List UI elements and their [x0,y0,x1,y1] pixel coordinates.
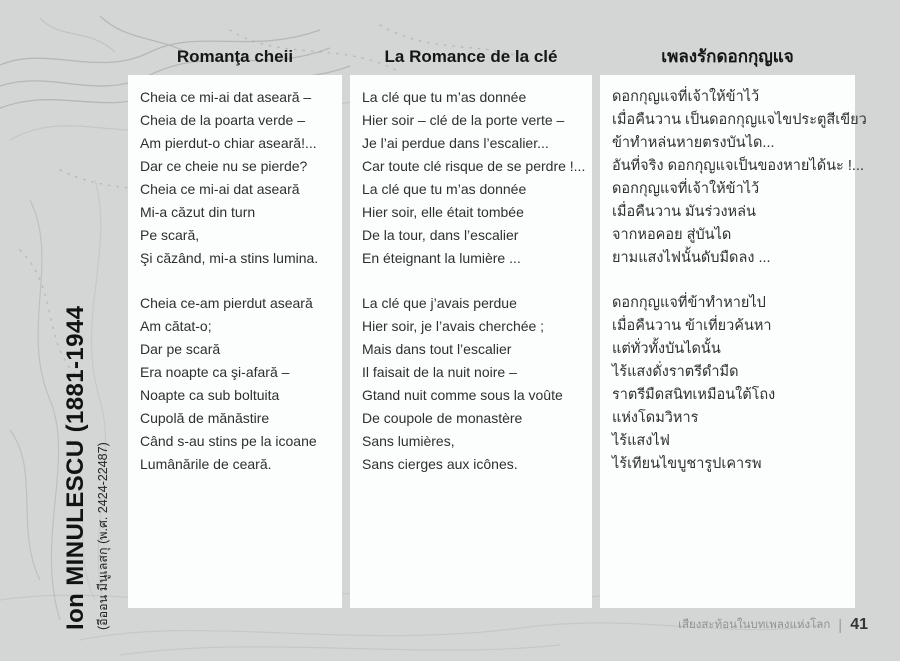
poem-column-french [350,75,592,608]
poem-line: La clé que j’avais perdue [362,295,517,311]
author-name-thai: (อีออน มีนูเลสกุ (พ.ศ. 2424-22487) [96,442,110,630]
poem-line: Cheia ce-am pierdut aseară [140,295,313,311]
poem-line: ดอกกุญแจที่ข้าทำหายไป [612,295,766,311]
poem-line: ราตรีมืดสนิทเหมือนใต้โถง [612,387,776,403]
poem-line: ไร้แสงดั่งราตรีดำมืด [612,364,739,380]
poem-line: ยามแสงไฟนั้นดับมืดลง ... [612,250,771,266]
poem-line: Gtand nuit comme sous la voûte [362,387,563,403]
header-thai: เพลงรักดอกกุญแจ [661,47,794,66]
stanza [612,292,849,476]
poem-line: เมื่อคืนวาน เป็นดอกกุญแจไขประตูสีเขียว [612,112,867,128]
poem-line: Dar pe scară [140,341,221,357]
column-headers [128,44,855,70]
poem-line: Dar ce cheie nu se pierde? [140,158,308,174]
poem-line: Mais dans tout l’escalier [362,341,512,357]
poem-line: Am pierdut-o chiar aseară!... [140,135,317,151]
poem-line: La clé que tu m’as donnée [362,89,527,105]
poem-column-romanian [128,75,342,608]
page-footer [678,616,868,634]
poem-line: แห่งโดมวิหาร [612,410,699,426]
poem-line: อันที่จริง ดอกกุญแจเป็นของหายได้นะ !... [612,158,864,174]
poem-line: แต่ทั่วทั้งบันไดนั้น [612,341,721,357]
footer-book-title: เสียงสะท้อนในบทเพลงแห่งโลก [678,619,831,631]
page-number: 41 [850,616,868,633]
footer-divider: | [838,616,843,634]
poem-line: ไร้เทียนไขบูชารูปเคารพ [612,456,762,472]
poem-line: ไร้แสงไฟ [612,433,670,449]
stanza [362,86,586,270]
stanza [140,292,336,476]
poem-line: La clé que tu m’as donnée [362,181,527,197]
poem-line: ข้าทำหล่นหายตรงบันได... [612,135,775,151]
poem-line: เมื่อคืนวาน ข้าเที่ยวค้นหา [612,318,772,334]
poem-line: De coupole de monastère [362,410,523,426]
poem-line: Noapte ca sub boltuita [140,387,280,403]
header-romanian: Romanţa cheii [176,47,294,66]
poem-line: Il faisait de la nuit noire – [362,364,517,380]
poem-line: Cheia ce mi-ai dat aseară – [140,89,312,105]
poem-panels [128,75,867,608]
poem-line: Hier soir, je l’avais cherchée ; [362,318,545,334]
author-name: Ion MINULESCU (1881-1944 [62,305,89,630]
poem-line: Când s-au stins pe la icoane [140,433,317,449]
poem-line: Car toute clé risque de se perdre !... [362,158,586,174]
poem-line: Hier soir, elle était tombée [362,204,524,220]
stanza [140,86,336,270]
poem-line: En éteignant la lumière ... [362,250,521,266]
poem-line: Cheia de la poarta verde – [140,112,305,128]
poem-line: Cheia ce mi-ai dat aseară [140,181,300,197]
poem-line: Sans lumières, [362,433,455,449]
poem-line: ดอกกุญแจที่เจ้าให้ข้าไว้ [612,181,760,197]
poem-line: จากหอคอย สู่บันได [612,227,732,243]
author-sidebar [62,232,113,630]
poem-line: Hier soir – clé de la porte verte – [362,112,565,128]
poem-line: ดอกกุญแจที่เจ้าให้ข้าไว้ [612,89,760,105]
poem-line: Am cătat-o; [140,318,212,334]
poem-line: Je l’ai perdue dans l’escalier... [362,135,549,151]
poem-line: Lumânările de ceară. [140,456,272,472]
poem-column-thai [600,75,867,608]
poem-line: Mi-a căzut din turn [140,204,256,220]
poem-line: Era noapte ca şi-afară – [140,364,290,380]
poem-line: Cupolă de mănăstire [140,410,270,426]
poem-line: Şi căzând, mi-a stins lumina. [140,250,319,266]
poem-line: De la tour, dans l’escalier [362,227,519,243]
poem-line: เมื่อคืนวาน มันร่วงหล่น [612,204,756,220]
stanza [362,292,586,476]
poem-line: Pe scară, [140,227,200,243]
stanza [612,86,867,270]
header-french: La Romance de la clé [384,47,558,66]
poem-line: Sans cierges aux icônes. [362,456,518,472]
